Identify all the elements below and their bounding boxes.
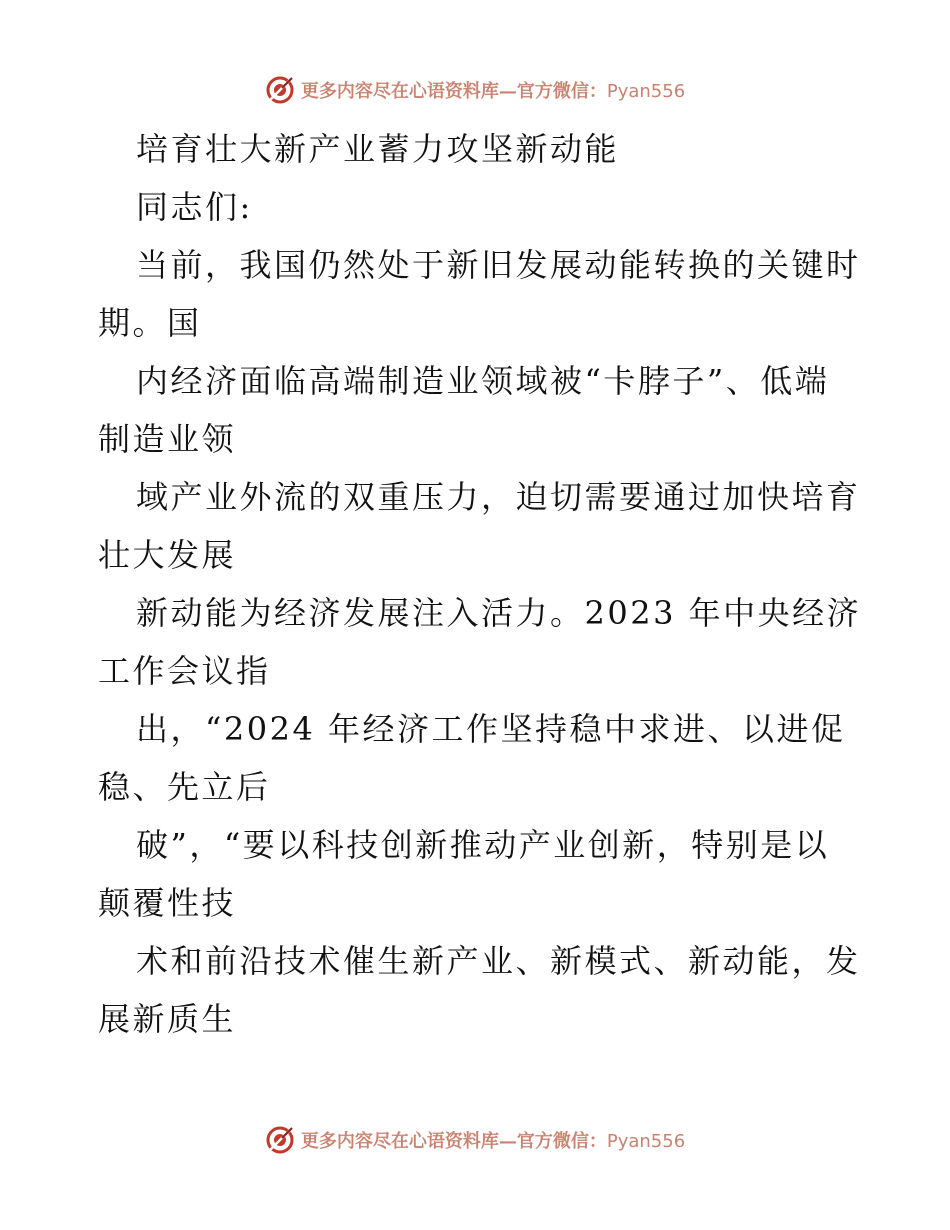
body-line: 颠覆性技 [98, 884, 237, 922]
body-line: 期。国 [98, 304, 202, 342]
body-line: 破”，“要以科技创新推动产业创新，特别是以 [136, 826, 830, 864]
body-line: 当前，我国仍然处于新旧发展动能转换的关键时 [136, 246, 861, 284]
header-wechat-handle: Pyan556 [606, 81, 686, 102]
header-banner-text: 更多内容尽在心语资料库—官方微信：Pyan556 [300, 81, 686, 102]
body-line: 稳、先立后 [98, 768, 271, 806]
document-title: 培育壮大新产业蓄力攻坚新动能 [136, 130, 620, 168]
body-line: 出，“2024 年经济工作坚持稳中求进、以进促 [136, 710, 846, 748]
body-line: 新动能为经济发展注入活力。2023 年中央经济 [136, 594, 862, 632]
body-line: 制造业领 [98, 420, 237, 458]
body-line: 域产业外流的双重压力，迫切需要通过加快培育 [136, 478, 861, 516]
brand-logo-icon [265, 1125, 295, 1155]
footer-banner-text: 更多内容尽在心语资料库—官方微信：Pyan556 [300, 1131, 686, 1152]
body-line: 内经济面临高端制造业领域被“卡脖子”、低端 [136, 362, 830, 400]
body-line: 壮大发展 [98, 536, 237, 574]
footer-banner [0, 1122, 950, 1158]
header-banner [0, 72, 950, 108]
body-line: 展新质生 [98, 1000, 237, 1038]
salutation: 同志们: [136, 188, 253, 226]
body-line: 术和前沿技术催生新产业、新模式、新动能，发 [136, 942, 861, 980]
body-line: 工作会议指 [98, 652, 271, 690]
footer-wechat-handle: Pyan556 [606, 1131, 686, 1152]
document-body [98, 120, 862, 1048]
brand-logo-icon [265, 75, 295, 105]
